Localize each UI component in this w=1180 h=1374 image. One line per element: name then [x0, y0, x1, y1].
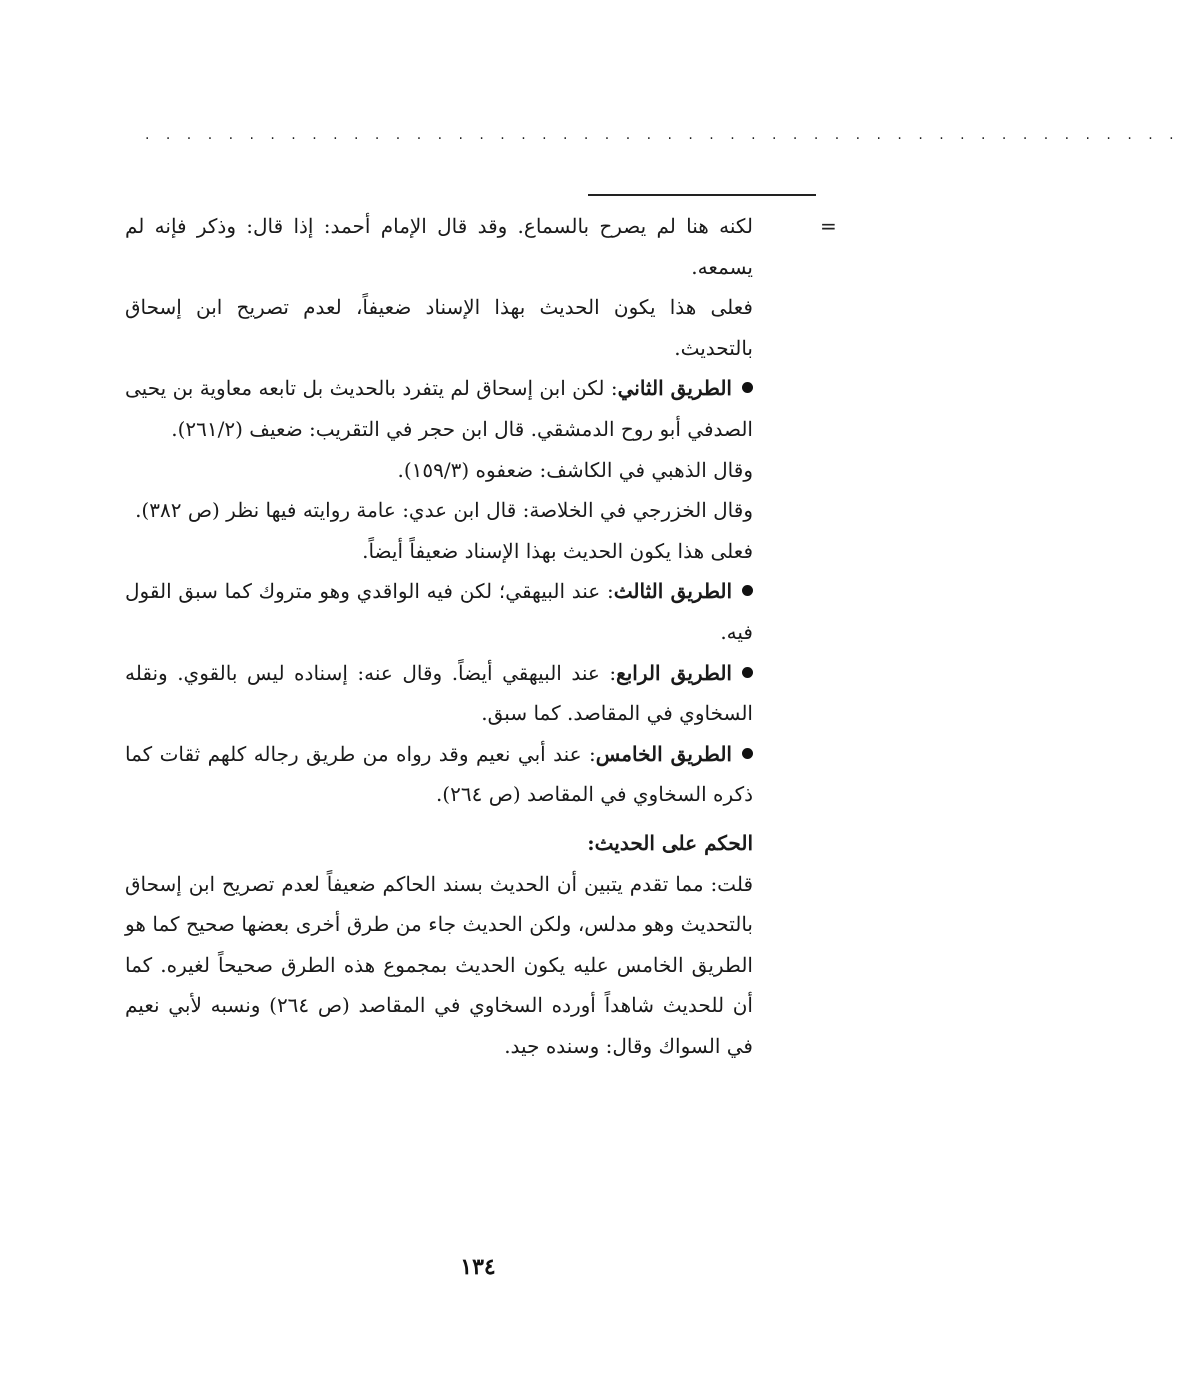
page-number: ١٣٤ — [460, 1254, 496, 1280]
route-text: : عند البيهقي؛ لكن فيه الواقدي وهو متروك كما سبق القول فيه. — [125, 579, 753, 644]
route-label: الطريق الثاني — [617, 376, 732, 401]
route-text: : لكن ابن إسحاق لم يتفرد بالحديث بل تابعه معاوية بن يحيى الصدفي أبو روح الدمشقي. قال ابن حجر في التقريب: ضعيف (٢٦١/٢). — [125, 376, 753, 441]
continuation-mark: = — [820, 214, 837, 238]
paragraph-fifth-route — [125, 734, 753, 815]
paragraph-fourth-route — [125, 653, 753, 734]
route-label: الطريق الرابع — [616, 660, 732, 685]
route-label: الطريق الخامس — [595, 741, 732, 766]
paragraph-second-route — [125, 368, 753, 449]
paragraph: وقال الذهبي في الكاشف: ضعفوه (١٥٩/٣). — [397, 457, 753, 482]
route-label: الطريق الثالث — [613, 579, 732, 604]
dotted-divider: . . . . . . . . . . . . . . . . . . . . . . . . . . . . . . . . . . . . . . . . . . . . . . . . . . — [145, 127, 1180, 143]
paragraph: وقال الخزرجي في الخلاصة: قال ابن عدي: عامة روايته فيها نظر (ص ٣٨٢). — [135, 498, 753, 523]
paragraph-third-route — [125, 571, 753, 652]
route-text: : عند البيهقي أيضاً. وقال عنه: إسناده ليس بالقوي. ونقله السخاوي في المقاصد. كما سبق. — [125, 660, 753, 726]
bullet-icon — [742, 748, 753, 759]
paragraph: فعلى هذا يكون الحديث بهذا الإسناد ضعيفاً أيضاً. — [362, 538, 753, 563]
paragraph: لكنه هنا لم يصرح بالسماع. وقد قال الإمام أحمد: إذا قال: وذكر فإنه لم يسمعه. — [125, 214, 753, 279]
paragraph-conclusion: قلت: مما تقدم يتبين أن الحديث بسند الحاكم ضعيفاً لعدم تصريح ابن إسحاق بالتحديث وهو مدلس، ولكن الحديث جاء من طرق أخرى بعضها صحيح كما هو الطريق الخامس عليه يكون الحديث بمجموع هذه الطرق صحيحاً لغيره. كما أن للحديث شاهداً أورده السخاوي في المقاصد (ص ٢٦٤) ونسبه لأبي نعيم في السواك وقال: وسنده جيد. — [125, 871, 753, 1058]
paragraph: فعلى هذا يكون الحديث بهذا الإسناد ضعيفاً، لعدم تصريح ابن إسحاق بالتحديث. — [125, 295, 753, 360]
section-heading: الحكم على الحديث: — [587, 830, 753, 855]
footnote-rule — [588, 194, 816, 196]
bullet-icon — [742, 667, 753, 678]
bullet-icon — [742, 382, 753, 393]
route-text: : عند أبي نعيم وقد رواه من طريق رجاله كلهم ثقات كما ذكره السخاوي في المقاصد (ص ٢٦٤). — [125, 741, 753, 807]
body-text — [125, 206, 753, 1066]
bullet-icon — [742, 585, 753, 596]
